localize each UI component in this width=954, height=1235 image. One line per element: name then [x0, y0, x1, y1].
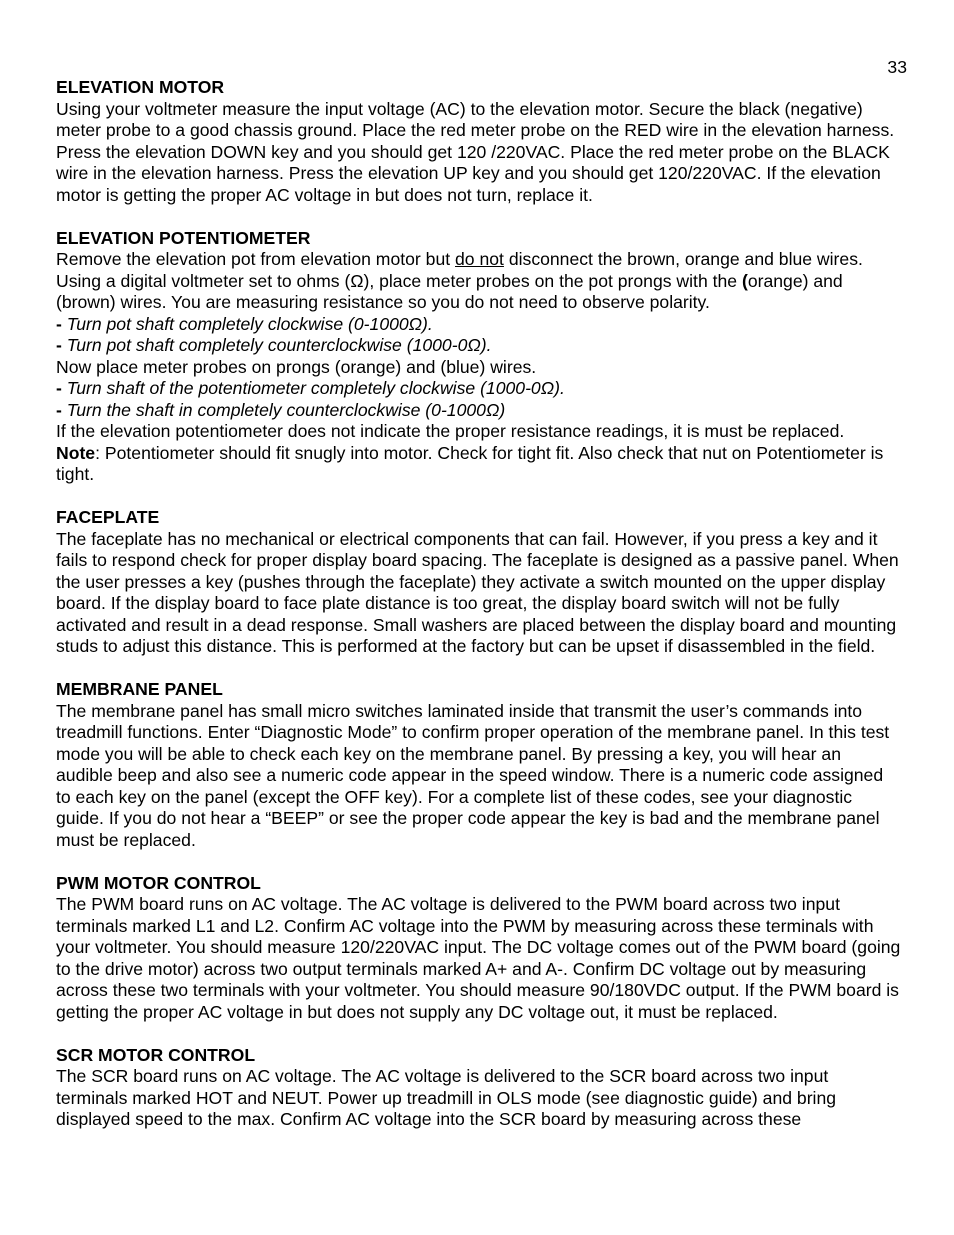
section-body: The membrane panel has small micro switches laminated inside that transmit the user’s commands into treadmill functions. Enter “Diagnostic Mode” to confirm proper operation of the membrane panel. In this test mode you will be able to check each key on the membrane panel. By pressing a key, you will hear an audible beep and also see a numeric code appear in the speed window. There is a numeric code assigned to each key on the panel (except the OFF key). For a complete list of these codes, see your diagnostic guide. If you do not hear a “BEEP” or see the proper code appear the key is bad and the membrane panel must be replaced. [56, 700, 890, 850]
section-faceplate [56, 507, 901, 658]
section-elevation-potentiometer [56, 228, 901, 486]
section-elevation-motor [56, 77, 901, 206]
step-item [56, 335, 901, 357]
step-item [56, 314, 901, 336]
intro-text: Remove the elevation pot from elevation motor but [56, 249, 456, 269]
note-label: Note [56, 442, 96, 463]
step-text: Turn pot shaft completely counterclockwise (1000-0Ω). [66, 335, 492, 355]
section-scr-motor-control [56, 1045, 901, 1131]
section-pwm-motor-control [56, 873, 901, 1024]
intro-text: orange) and (brown) wires. You are measuring resistance so you do not need to observe polarity. [56, 270, 843, 312]
step-text: Turn the shaft in completely counterclockwise (0-1000Ω) [66, 399, 506, 420]
section-body: The PWM board runs on AC voltage. The AC voltage is delivered to the PWM board across two input terminals marked L1 and L2. Confirm AC voltage into the PWM by measuring across these terminals with your voltmeter. You should measure 120/220VAC input. The DC voltage comes out of the PWM board (going to the drive motor) across two output terminals marked A+ and A-. Confirm DC voltage out by measuring across these two terminals with your voltmeter. You should measure 90/180VDC output. If the PWM board is getting the proper AC voltage in but does not supply any DC voltage out, it must be replaced. [56, 894, 901, 1022]
section-heading: PWM MOTOR CONTROL [56, 872, 261, 893]
section-heading: MEMBRANE PANEL [56, 679, 223, 699]
note-text: : Potentiometer should fit snugly into motor. Check for tight fit. Also check that nut on Potentiometer is tight. [56, 442, 884, 484]
section-heading: FACEPLATE [56, 507, 160, 527]
underlined-text: do not [455, 249, 504, 269]
section-membrane-panel [56, 679, 901, 851]
section-body: The SCR board runs on AC voltage. The AC voltage is delivered to the SCR board across two input terminals marked HOT and NEUT. Power up treadmill in OLS mode (see diagnostic guide) and bring displayed speed to the max. Confirm AC voltage into the SCR board by measuring across these [56, 1066, 837, 1129]
page-content [56, 77, 901, 1152]
note [56, 443, 901, 486]
bold-paren: ( [741, 270, 748, 291]
section-body: Using your voltmeter measure the input voltage (AC) to the elevation motor. Secure the black (negative) meter probe to a good chassis ground. Place the red meter probe on the RED wire in the elevation harness. Press the elevation DOWN key and you should get 120 /220VAC. Place the red meter probe on the BLACK wire in the elevation harness. Press the elevation UP key and you should get 120/220VAC. If the elevation motor is getting the proper AC voltage in but does not turn, replace it. [56, 98, 895, 205]
step-item [56, 400, 901, 422]
step-item [56, 378, 901, 400]
step-dash: - [56, 399, 67, 420]
section-text: If the elevation potentiometer does not indicate the proper resistance readings, it is must be replaced. [56, 421, 845, 441]
page-number: 33 [887, 57, 907, 77]
section-intro [56, 249, 901, 314]
step-dash: - [56, 313, 67, 334]
section-text: Now place meter probes on prongs (orange) and (blue) wires. [56, 356, 537, 377]
section-body: The faceplate has no mechanical or electrical components that can fail. However, if you press a key and it fails to respond check for proper display board spacing. The faceplate is designed as a passive panel. When the user presses a key (pushes through the faceplate) they activate a switch mounted on the upper display board. If the display board to face plate distance is too great, the display board switch will not be fully activated and result in a dead response. Small washers are placed between the display board and mounting studs to adjust this distance. This is performed at the factory but can be upset if disassembled in the field. [56, 528, 899, 656]
section-heading: ELEVATION MOTOR [56, 77, 225, 97]
step-text: Turn pot shaft completely clockwise (0-1000Ω). [66, 313, 433, 334]
section-heading: ELEVATION POTENTIOMETER [56, 227, 311, 248]
intro-text: disconnect the brown, orange and blue wires. Using a digital voltmeter set to ohms (Ω), place meter probes on the pot prongs with the [56, 249, 863, 291]
step-text: Turn shaft of the potentiometer completely clockwise (1000-0Ω). [66, 378, 565, 398]
step-dash: - [56, 335, 67, 355]
section-heading: SCR MOTOR CONTROL [56, 1044, 256, 1065]
step-dash: - [56, 378, 67, 398]
